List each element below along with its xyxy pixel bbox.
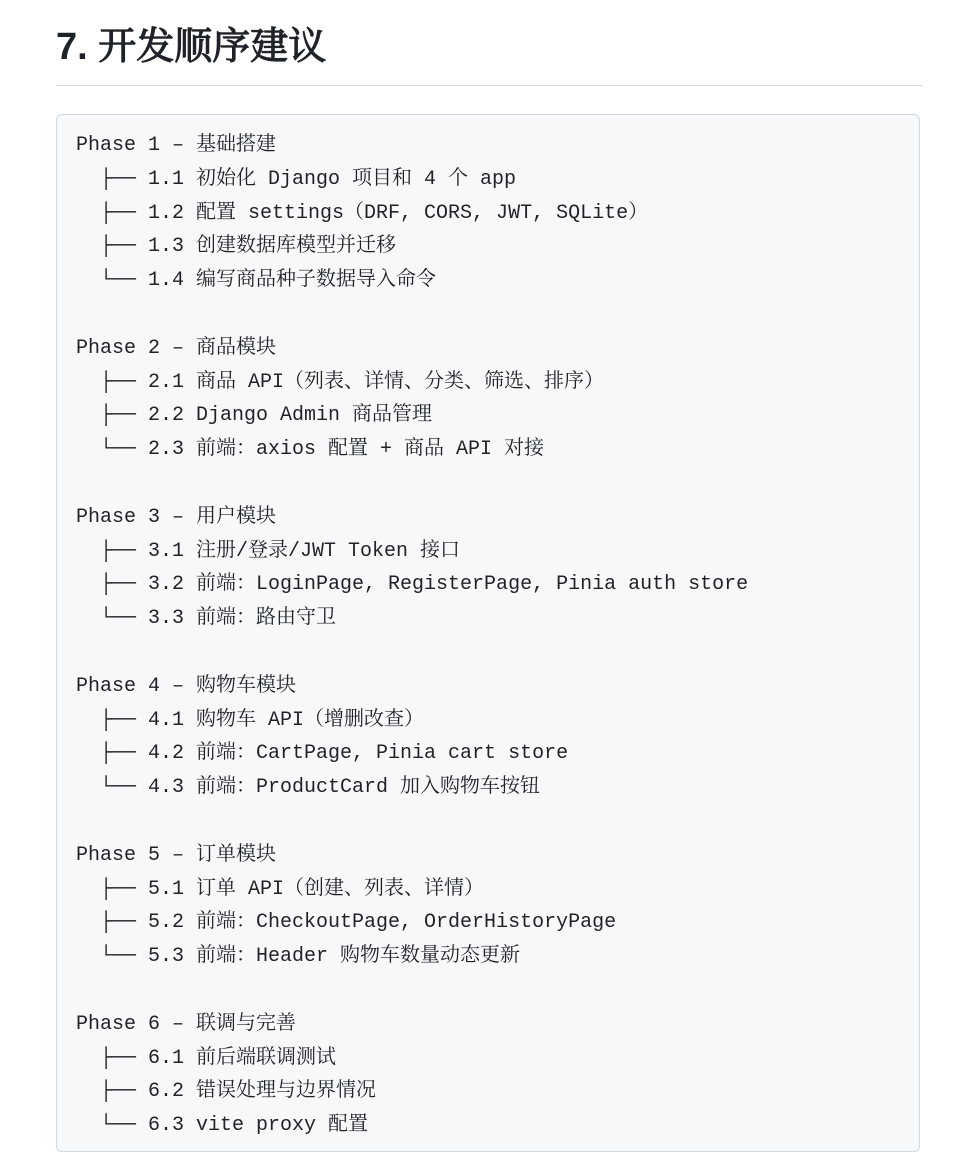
task-line [76,230,748,264]
section-heading: 7. 开发顺序建议 [56,26,327,68]
tree-branch: ├── [76,742,149,766]
phase-block [76,839,748,974]
tree-branch: └── [76,776,149,800]
phase-block [76,332,748,467]
task-text: 5.3 前端：Header 购物车数量动态更新 [148,945,521,969]
phase-block [76,129,748,298]
code-content [76,129,748,1143]
phase-title: Phase 1 – 基础搭建 [76,134,277,157]
task-line [76,906,748,940]
tree-branch: └── [76,945,149,969]
task-line [76,1109,748,1143]
tree-branch: ├── [76,235,149,259]
tree-branch: └── [76,269,149,293]
tree-branch: ├── [76,708,149,732]
task-text: 6.2 错误处理与边界情况 [148,1080,377,1104]
tree-branch: └── [76,1114,149,1138]
task-line [76,771,748,805]
tree-branch: ├── [76,911,149,935]
task-line [76,163,748,197]
tree-branch: ├── [76,370,149,394]
task-text: 2.2 Django Admin 商品管理 [148,404,433,428]
task-line [76,1042,748,1076]
tree-branch: ├── [76,201,149,225]
tree-branch: └── [76,607,149,631]
tree-branch: ├── [76,1046,149,1070]
phase-title: Phase 5 – 订单模块 [76,843,277,867]
task-text: 6.1 前后端联调测试 [148,1046,337,1070]
task-text: 3.1 注册/登录/JWT Token 接口 [148,539,461,563]
phase-title: Phase 4 – 购物车模块 [76,674,297,698]
task-text: 1.3 创建数据库模型并迁移 [148,235,397,259]
tree-branch: ├── [76,877,149,901]
phase-block [76,501,748,636]
task-text: 6.3 vite proxy 配置 [148,1114,369,1138]
task-line [76,366,748,400]
task-text: 3.2 前端：LoginPage, RegisterPage, Pinia auth store [148,573,749,597]
task-text: 1.2 配置 settings（DRF, CORS, JWT, SQLite） [148,201,649,225]
tree-branch: ├── [76,573,149,597]
task-text: 5.1 订单 API（创建、列表、详情） [148,877,485,901]
task-line [76,704,748,738]
tree-branch: ├── [76,1080,149,1104]
task-text: 2.1 商品 API（列表、详情、分类、筛选、排序） [148,370,605,394]
task-line [76,264,748,298]
task-line [76,940,748,974]
phase-block [76,1008,748,1143]
task-line [76,399,748,433]
heading-divider [56,85,922,86]
tree-branch: ├── [76,539,149,563]
tree-branch: └── [76,438,149,462]
task-text: 2.3 前端：axios 配置 + 商品 API 对接 [148,438,545,462]
tree-branch: ├── [76,404,149,428]
task-line [76,568,748,602]
task-line [76,602,748,636]
task-line [76,737,748,771]
task-line [76,535,748,569]
task-text: 1.1 初始化 Django 项目和 4 个 app [148,167,517,191]
task-text: 4.3 前端：ProductCard 加入购物车按钮 [148,776,541,800]
task-text: 3.3 前端：路由守卫 [148,607,337,631]
task-text: 1.4 编写商品种子数据导入命令 [148,269,437,293]
task-text: 4.2 前端：CartPage, Pinia cart store [148,742,569,766]
phase-block [76,670,748,805]
phase-title: Phase 6 – 联调与完善 [76,1012,297,1036]
phase-title: Phase 3 – 用户模块 [76,505,277,529]
task-line [76,1075,748,1109]
task-text: 4.1 购物车 API（增删改查） [148,708,425,732]
task-line [76,873,748,907]
task-line [76,433,748,467]
tree-branch: ├── [76,167,149,191]
task-text: 5.2 前端：CheckoutPage, OrderHistoryPage [148,911,617,935]
phase-title: Phase 2 – 商品模块 [76,336,277,360]
task-line [76,197,748,231]
code-block [56,114,920,1152]
